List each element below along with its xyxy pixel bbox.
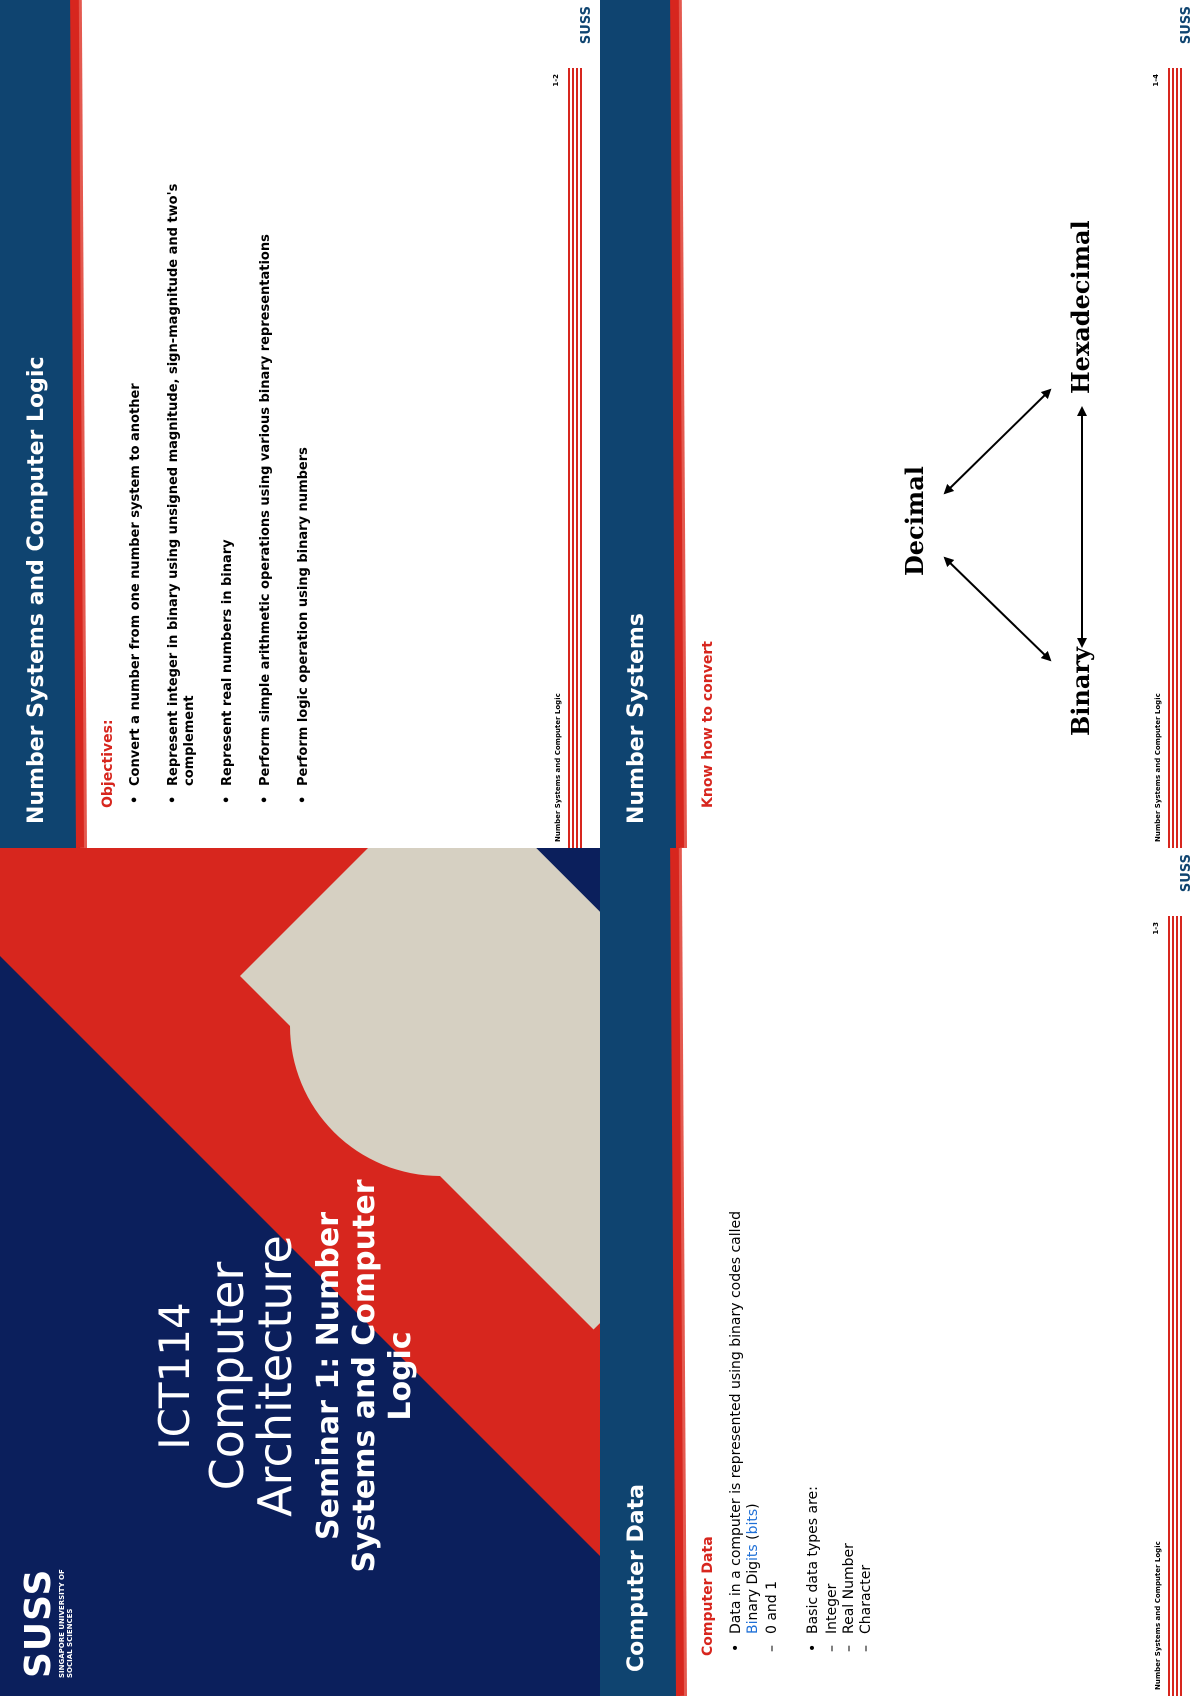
mini-logo: SUSS: [579, 6, 594, 45]
list-item: – Integer: [824, 954, 841, 1634]
highlight-bits: bits: [745, 1508, 761, 1535]
bullet-text: ): [745, 1503, 761, 1509]
data-bullets: [728, 954, 899, 1656]
arrow-decimal-hexadecimal: [945, 390, 1050, 493]
section-label: Objectives:: [100, 719, 116, 808]
slide-title: Computer Data: [624, 1483, 649, 1672]
list-item: • Represent real numbers in binary: [220, 106, 236, 786]
list-item: • Perform logic operation using binary numbers: [296, 106, 312, 786]
conversion-arrows: [600, 0, 1200, 848]
slide-header: [0, 0, 80, 848]
suss-logo: [20, 1568, 74, 1678]
bullet-text: (: [745, 1534, 761, 1545]
title-block: [150, 1166, 419, 1586]
slide-footer: Number Systems and Computer Logic: [1154, 1541, 1162, 1690]
list-item: – Real Number: [841, 954, 858, 1634]
sub-list: [824, 954, 875, 1634]
footer-lines: [1168, 68, 1186, 848]
course-name: Computer Architecture: [200, 1235, 302, 1517]
list-item: – 0 and 1: [764, 954, 781, 1634]
slide-title: Number Systems and Computer Logic: [24, 356, 49, 824]
list-item: • Convert a number from one number system to another: [128, 106, 144, 786]
number-systems-slide: [600, 0, 1200, 848]
list-item: • Perform simple arithmetic operations using various binary representations: [258, 106, 274, 786]
node-hexadecimal: Hexadecimal: [1066, 220, 1095, 394]
list-item: [728, 954, 781, 1634]
title-slide: [0, 848, 600, 1696]
bullet-text: Data in a computer is represented using binary codes called: [728, 1210, 744, 1634]
course-code: ICT114: [150, 1302, 199, 1450]
highlight-its: its: [745, 1544, 761, 1561]
slide-footer: Number Systems and Computer Logic: [1154, 693, 1162, 842]
computer-data-slide: [600, 848, 1200, 1696]
beige-circle: [290, 876, 590, 1176]
logo-subtext: SINGAPORE UNIVERSITY OF SOCIAL SCIENCES: [58, 1569, 74, 1678]
arrow-decimal-binary: [945, 558, 1050, 660]
logo-brand: SUSS: [18, 1568, 59, 1678]
bullet-text: nary Dig: [745, 1561, 761, 1621]
objectives-list: [128, 106, 334, 808]
slide-footer: Number Systems and Computer Logic: [554, 693, 562, 842]
footer-lines: [1168, 916, 1186, 1696]
node-binary: Binary: [1066, 647, 1095, 736]
seminar-title: Seminar 1: Number Systems and Computer Logic: [311, 1179, 418, 1573]
page-number: 1-2: [552, 74, 560, 87]
slide-title: Number Systems: [624, 613, 649, 824]
footer-lines: [568, 68, 586, 848]
page-number: 1-4: [1152, 74, 1160, 87]
objectives-slide: [0, 0, 600, 848]
mini-logo: SUSS: [1179, 854, 1194, 893]
list-item: • Represent integer in binary using unsigned magnitude, sign-magnitude and two's complement: [166, 106, 198, 786]
list-item: – Character: [858, 954, 875, 1634]
highlight-bi: Bi: [745, 1620, 761, 1634]
page-number: 1-3: [1152, 922, 1160, 935]
mini-logo: SUSS: [1179, 6, 1194, 45]
list-item: [805, 954, 875, 1634]
section-label: Computer Data: [700, 1536, 716, 1656]
slide-header: [600, 848, 680, 1696]
sub-list: [764, 954, 781, 1634]
node-decimal: Decimal: [900, 466, 929, 576]
bullet-text: Basic data types are:: [805, 1486, 821, 1634]
section-label: Know how to convert: [700, 641, 716, 808]
